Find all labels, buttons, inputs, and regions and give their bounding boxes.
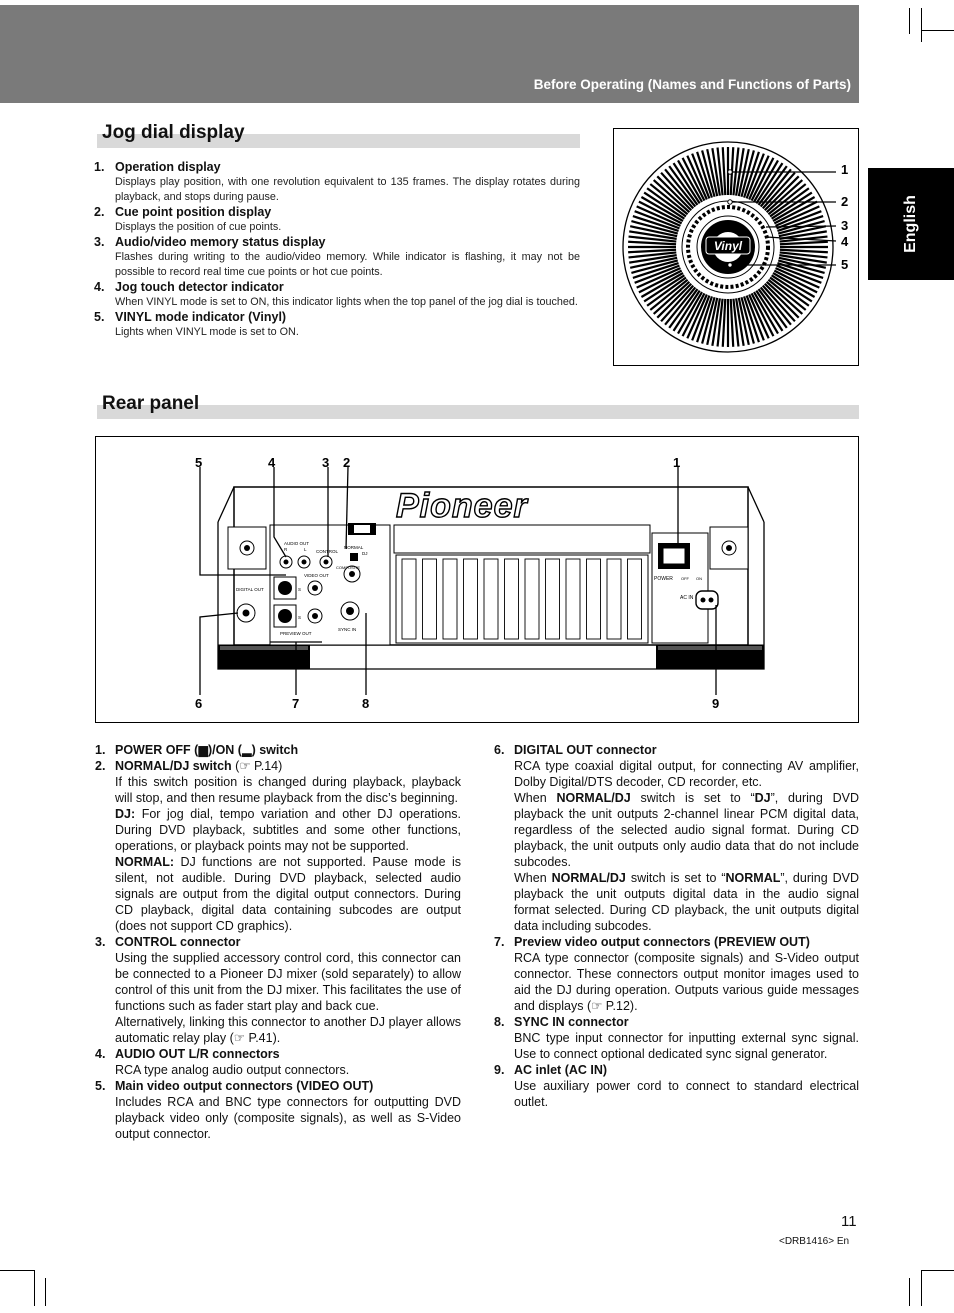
- rear-item-number: 5.: [95, 1079, 106, 1093]
- rear-item-paragraph: [95, 1094, 461, 1142]
- jog-dial-figure: [613, 128, 859, 366]
- jog-item-heading: [94, 160, 580, 175]
- dj-label: DJ: [362, 551, 368, 556]
- section-subtitle: Before Operating (Names and Functions of Parts): [533, 77, 851, 92]
- rear-item-title: Preview video output connectors (PREVIEW OUT): [514, 935, 810, 949]
- rear-item-paragraph: [95, 806, 461, 854]
- jog-item-heading: [94, 235, 580, 250]
- jog-dial-diagram: [614, 129, 858, 365]
- rear-callout-8: 8: [362, 696, 370, 711]
- rear-item-title: AUDIO OUT L/R connectors: [115, 1047, 280, 1061]
- rear-callout-1: 1: [673, 455, 681, 470]
- jog-tick: [628, 242, 676, 245]
- rear-item-text: Using the supplied accessory control cord, this connector can be connected to a Pioneer DJ mixer (sold separately) to allow control of this unit from the DJ mixer. This facilitates the use of functions such as fader start play and back cue.: [115, 951, 461, 1013]
- power-on-label: ON: [696, 576, 702, 581]
- digital-out-label: DIGITAL OUT: [236, 587, 264, 592]
- rear-panel-figure: [95, 436, 859, 723]
- jog-item-text: When VINYL mode is set to ON, this indicator lights when the top panel of the jog dial is touched.: [115, 296, 578, 308]
- rear-item-title-wrap: [514, 1014, 629, 1030]
- rear-item-text: switch is set to “: [640, 791, 755, 805]
- doc-code: <DRB1416> En: [779, 1236, 850, 1247]
- jog-item-text: Flashes during writing to the audio/video memory. While indicator is flashing, it may not be possible to record real time cue points or hot cue points.: [115, 251, 580, 278]
- heatsink-fin: [423, 559, 437, 639]
- rear-items-right: [494, 742, 859, 1110]
- jog-item-heading: [94, 205, 580, 220]
- jog-item-number: 5.: [94, 310, 105, 324]
- power-off-label: OFF: [681, 576, 689, 581]
- rear-item-number: 7.: [494, 935, 505, 949]
- audio-out-l-label: L: [304, 547, 307, 552]
- rear-item-title: NORMAL/DJ switch: [115, 759, 232, 773]
- rear-item-heading: [494, 1062, 859, 1078]
- normal-label: NORMAL: [344, 545, 364, 550]
- jog-callout-2: 2: [841, 194, 849, 209]
- rear-item-text: BNC type input connector for inputting external sync signal. Use to connect optional dedicated sync signal generator.: [514, 1031, 859, 1061]
- rear-item-heading: [95, 934, 461, 950]
- language-tab-label: English: [902, 195, 919, 253]
- heatsink-fin: [628, 559, 642, 639]
- jog-item: [94, 310, 580, 340]
- rear-item-title-wrap: [115, 1046, 280, 1062]
- jog-item: [94, 280, 580, 310]
- heatsink-fin: [525, 559, 539, 639]
- rear-item-number: 6.: [494, 743, 505, 757]
- rear-item-title: AC inlet (AC IN): [514, 1063, 608, 1077]
- rear-item: [95, 1078, 461, 1142]
- jog-tick: [780, 250, 828, 253]
- vinyl-indicator-label: Vinyl: [713, 239, 743, 253]
- rear-item-heading: [95, 758, 461, 774]
- rear-callout-4: 4: [268, 455, 276, 470]
- rear-items-left: [95, 742, 461, 1142]
- jog-tick: [723, 299, 726, 347]
- jog-callout-5: 5: [841, 257, 849, 272]
- rear-item-text: switch is set to “: [630, 871, 726, 885]
- rear-item-heading: [95, 742, 461, 758]
- rear-item-paragraph: [95, 950, 461, 1014]
- jog-callout-1: 1: [841, 162, 849, 177]
- jog-item-text: Displays play position, with one revolution equivalent to 135 frames. The display rotates during playback, and stops during pause.: [115, 176, 580, 203]
- rear-item: [95, 1046, 461, 1078]
- rear-item-paragraph: [494, 1078, 859, 1110]
- header-band: [0, 5, 859, 103]
- rear-callout-2: 2: [343, 455, 351, 470]
- rear-item-title: DIGITAL OUT connector: [514, 743, 657, 757]
- ac-in-label: AC IN: [680, 595, 694, 601]
- jog-item-heading: [94, 280, 580, 295]
- rear-item-heading: [95, 1078, 461, 1094]
- rear-item-paragraph: [494, 758, 859, 790]
- rear-item-heading: [95, 1046, 461, 1062]
- rear-item-number: 1.: [95, 743, 106, 757]
- rear-item-paragraph: [494, 870, 859, 934]
- jog-item-title: Operation display: [115, 160, 221, 174]
- rear-item-lead: NORMAL:: [115, 855, 175, 869]
- rear-item-text: When: [514, 791, 547, 805]
- rear-item-paragraph: [494, 790, 859, 870]
- rear-callout-7: 7: [292, 696, 300, 711]
- rear-item-text: ”, during DVD playback the unit outputs 2-channel linear PCM digital data, regardless of the selected audio signal format. During CD playback, the unit outputs only audio data that do not include subcodes.: [514, 791, 859, 869]
- rear-item-heading: [494, 742, 859, 758]
- rear-item-text: For jog dial, tempo variation and other DJ operations. During DVD playback, subtitles and some other functions, operations, or playback points may not be supported.: [115, 807, 461, 853]
- rear-item-text: RCA type coaxial digital output, for connecting AV amplifier, Dolby Digital/DTS decoder, CD recorder, etc.: [514, 759, 859, 789]
- rear-callout-5: 5: [195, 455, 203, 470]
- rear-item-emph: NORMAL: [725, 871, 781, 885]
- rear-item-number: 4.: [95, 1047, 106, 1061]
- rear-panel-diagram: [96, 437, 858, 722]
- jog-tick: [723, 147, 726, 195]
- rear-item-ref: (☞ P.14): [235, 759, 283, 773]
- rear-item-emph: DJ: [754, 791, 771, 805]
- rear-item-paragraph: [494, 1030, 859, 1062]
- rear-item-title: CONTROL connector: [115, 935, 241, 949]
- rear-item-number: 8.: [494, 1015, 505, 1029]
- jog-tick: [731, 299, 734, 347]
- rear-item: [95, 758, 461, 934]
- jog-item-heading: [94, 310, 580, 325]
- rear-item-title: SYNC IN connector: [514, 1015, 629, 1029]
- jog-item-number: 1.: [94, 160, 105, 174]
- rear-item-title-wrap: [115, 758, 282, 774]
- rear-section-title: Rear panel: [102, 393, 200, 414]
- jog-tick: [780, 242, 828, 245]
- rear-item-title-wrap: [115, 934, 240, 950]
- rear-item-title-wrap: [514, 934, 810, 950]
- rear-item-text: ”, during DVD playback the unit outputs digital data in the audio signal format selected. During CD playback, the unit outputs digital data including subcodes.: [514, 871, 859, 933]
- jog-item-text: Displays the position of cue points.: [115, 221, 282, 233]
- jog-callout-4: 4: [841, 234, 849, 249]
- jog-item: [94, 160, 580, 205]
- rear-item-heading: [494, 934, 859, 950]
- rear-item-title-wrap: [115, 742, 298, 758]
- rear-item-text: Includes RCA and BNC type connectors for outputting DVD playback video only (composite signals), as well as S-Video output connector.: [115, 1095, 461, 1141]
- jog-tick: [628, 250, 676, 253]
- heatsink-fin: [607, 559, 621, 639]
- jog-callout-3: 3: [841, 218, 849, 233]
- rear-item-text: If this switch position is changed during playback, playback will stop, and then resume playback from the disc’s beginning.: [115, 775, 461, 805]
- preview-out-label: PREVIEW OUT: [280, 631, 312, 636]
- jog-item-number: 2.: [94, 205, 105, 219]
- composite-label: COMPOSITE: [336, 565, 361, 570]
- heatsink-fin: [464, 559, 478, 639]
- rear-item-emph: NORMAL/DJ: [556, 791, 631, 805]
- jog-item-text: Lights when VINYL mode is set to ON.: [115, 326, 299, 338]
- rear-item-text: DJ functions are not supported. Pause mode is silent, not audible. During DVD playback, selected audio signals are output from the digital output connectors. During CD playback, digital data containing subcodes are output (does not support CD graphics).: [115, 855, 461, 933]
- rear-item-paragraph: [95, 1062, 461, 1078]
- rear-item: [494, 934, 859, 1014]
- jog-item: [94, 235, 580, 280]
- rear-item-paragraph: [95, 774, 461, 806]
- jog-item-number: 4.: [94, 280, 105, 294]
- rear-item-text: RCA type analog audio output connectors.: [115, 1063, 350, 1077]
- jog-item-number: 3.: [94, 235, 105, 249]
- jog-item-title: VINYL mode indicator (Vinyl): [115, 310, 287, 324]
- s-video-label: S: [298, 587, 302, 592]
- heatsink-fin: [484, 559, 498, 639]
- rear-callout-6: 6: [195, 696, 203, 711]
- rear-item: [95, 742, 461, 758]
- rear-item: [95, 934, 461, 1046]
- sync-in-label: SYNC IN: [338, 627, 357, 632]
- rear-item-title-wrap: [514, 1062, 607, 1078]
- jog-feature-list: [94, 160, 580, 340]
- rear-item: [494, 1014, 859, 1062]
- audio-out-label: AUDIO OUT: [284, 541, 310, 546]
- rear-item-title: POWER OFF (▆)/ON (▂) switch: [115, 743, 299, 757]
- heatsink-fin: [566, 559, 580, 639]
- rear-item-heading: [494, 1014, 859, 1030]
- rear-section-bar: [97, 405, 859, 419]
- heatsink-fin: [443, 559, 457, 639]
- audio-out-r-label: R: [284, 547, 288, 552]
- page-number: 11: [841, 1213, 857, 1230]
- rear-item-emph: NORMAL/DJ: [551, 871, 626, 885]
- heatsink-fin: [546, 559, 560, 639]
- heatsink-fin: [587, 559, 601, 639]
- jog-item-title: Audio/video memory status display: [115, 235, 326, 249]
- pioneer-logo: Pioneer: [396, 487, 528, 525]
- power-label: POWER: [654, 576, 673, 582]
- jog-section-title: Jog dial display: [102, 122, 245, 143]
- rear-item-text: RCA type connector (composite signals) and S-Video output connector. These connectors output monitor images used to aid the DJ during operation. Outputs various guide messages and displays (☞ P.12).: [514, 951, 859, 1013]
- heatsink-fin: [505, 559, 519, 639]
- control-label: CONTROL: [316, 549, 339, 554]
- rear-callout-3: 3: [322, 455, 330, 470]
- rear-item: [494, 1062, 859, 1110]
- video-out-label: VIDEO OUT: [304, 573, 329, 578]
- rear-item-paragraph: [494, 950, 859, 1014]
- rear-item-paragraph: [95, 1014, 461, 1046]
- rear-item-text: Use auxiliary power cord to connect to standard electrical outlet.: [514, 1079, 859, 1109]
- s-preview-label: S: [298, 615, 302, 620]
- heatsink-fin: [402, 559, 416, 639]
- jog-item-title: Cue point position display: [115, 205, 272, 219]
- rear-callout-9: 9: [712, 696, 720, 711]
- rear-item-title-wrap: [514, 742, 657, 758]
- jog-item-title: Jog touch detector indicator: [115, 280, 284, 294]
- rear-item-number: 9.: [494, 1063, 505, 1077]
- rear-item-text: Alternatively, linking this connector to another DJ player allows automatic relay play (☞ P.41).: [115, 1015, 461, 1045]
- rear-item-lead: DJ:: [115, 807, 136, 821]
- rear-item-paragraph: [95, 854, 461, 934]
- rear-item-title: Main video output connectors (VIDEO OUT): [115, 1079, 374, 1093]
- rear-item-number: 2.: [95, 759, 106, 773]
- language-tab: [868, 168, 954, 280]
- rear-item-text: When: [514, 871, 547, 885]
- rear-item-number: 3.: [95, 935, 106, 949]
- jog-item: [94, 205, 580, 235]
- rear-item-title-wrap: [115, 1078, 373, 1094]
- rear-item: [494, 742, 859, 934]
